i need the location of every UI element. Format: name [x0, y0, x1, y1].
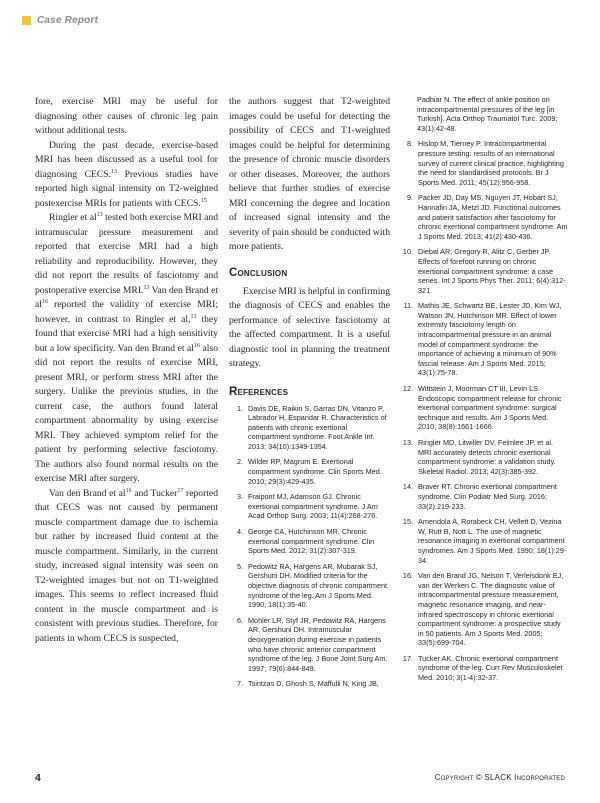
reference-continuation: Padhiar N. The effect of ankle position on intracompartmental pressures of the leg [in Turkish]. Acta Orthop Traumatol Turc. 2009; 43(1):42-48. [417, 95, 558, 133]
citation: 13 [190, 313, 197, 320]
citation: 13 [96, 211, 103, 218]
reference-item: 12. Wittstein J, Moorman CT III, Levin LS. Endoscopic compartment release for chronic exertional compartment syndrome: surgical technique and results. Am J Sports Med. 2010; 38(8):1661-1666. [402, 384, 562, 432]
section-marker-icon [22, 16, 31, 25]
section-label: Case Report [37, 14, 99, 26]
reference-item: 13. Ringler MD, Litwiller DV, Felmlee JP, et al. MRI accurately detects chronic exertional compartment syndrome: a validation study. Skeletal Radiol. 2013; 42(3):385-392. [402, 438, 556, 476]
citation: 15 [200, 197, 207, 204]
reference-item: 17. Tucker AK. Chronic exertional compartment syndrome of the leg. Curr Rev Musculoskelet Med. 2010; 3(1-4):32-37. [402, 653, 563, 683]
text-run: reported that CECS was not caused by permanent muscle compartment damage due to ischemia but rather by increased fluid content at the muscle compartment. Similarly, in the current study, increased signal intensity was seen on T2-weighted images but not on T1-weighted images. This seems to reflect increased fluid content in the muscle compartment and is consistent with previous studies. Therefore, for patients in whom CECS is suspected, [35, 487, 218, 644]
text-run: reported the validity of exercise MRI; however, in contrast to Ringler et al, [35, 299, 218, 325]
citation: 13 [143, 284, 150, 291]
text-run: During the past decade, exercise-based MRI has been discussed as a useful tool for diagnosing CECS. [35, 139, 218, 180]
text-run: they found that exercise MRI had a high sensitivity but a low specificity. Van den Brand et al [35, 313, 218, 354]
paragraph [35, 139, 218, 212]
reference-item: 4. George CA, Hutchinson MR. Chronic exertional compartment syndrome. Clin Sports Med. 2012; 31(2):307-319. [236, 527, 375, 556]
right-column [398, 95, 568, 689]
reference-item: 10. Diebal AR, Gregory R, Alitz C, Gerber JP. Effects of forefoot running on chronic exertional compartment syndrome: a case series. Int J Sports Phys Ther. 2011; 6(4):312-321. [402, 247, 566, 295]
citation: 16 [125, 487, 132, 494]
reference-item: 15. Amendola A, Rorabeck CH, Vellett D, Vezina W, Rutt B, Nott L. The use of magnetic resonance imaging in exertional compartment syndromes. Am J Sports Med. 1990; 18(1):29-34. [402, 517, 567, 565]
left-column [35, 95, 218, 646]
paragraph [35, 487, 218, 647]
page-number: 4 [35, 772, 41, 784]
reference-item: 8. Hislop M, Tierney P. Intracompartmental pressure testing: results of an international survey of current clinical practice, highlighting the need for standardised protocols. Br J Sports Med. 2011; 45(12):956-958. [406, 139, 564, 187]
middle-column [229, 95, 390, 695]
reference-item: 2. Wilder RP, Magrum E. Exertional compartment syndrome. Clin Sports Med. 2010; 29(3):429-435. [236, 457, 382, 486]
citation: 17 [177, 487, 184, 494]
text-run: Van den Brand et al [35, 284, 218, 310]
reference-item: 9. Packer JD, Day MS, Nguyen JT, Hobart SJ, Hannafin JA, Metzl JD. Functional outcomes and patient satisfaction after fasciotomy for chronic exertional compartment syndrome. Am J Sports Med. 2013; 41(2):430-436. [406, 193, 568, 241]
reference-list [229, 404, 390, 689]
text-run: also did not report the results of exercise MRI, present MRI, or perform stress MRI after the surgery. Unlike the previous studies, in the current case, the authors found lateral compartment abnormality by using exercise MRI. They achieved symptom relief for the patient by performing selective fasciotomy. The authors also found normal results on the exercise MRI after surgery. [35, 342, 218, 484]
citation: 16 [41, 298, 48, 305]
reference-item: 16. Van den Brand JG, Nelson T, Verleisdonk EJ, van der Werken C. The diagnostic value of intracompartmental pressure measurement, magnetic resonance imaging, and near-infrared spectroscopy in chronic exertional compartment syndrome: a prospective study in 50 patients. Am J Sports Med. 2005; 33(5):699-704. [402, 571, 564, 648]
reference-item: 1. Davis DE, Raikin S, Garras DN, Vitanzo P, Labrador H, Espandar R. Characteristics of patients with chronic exertional compartment syndrome. Foot Ankle Int. 2013; 34(10):1349-1354. [236, 403, 387, 451]
paragraph: the authors suggest that T2-weighted images could be useful for detecting the possibility of CECS and T1-weighted images could be helpful for determining the presence of chronic muscle disorders or other diseases. Moreover, the authors believe that further studies of exercise MRI concerning the degree and location of increased signal intensity and the severity of pain should be conducted with more patients. [229, 96, 390, 252]
text-run: Ringler et al [49, 212, 97, 223]
reference-item: 5. Pedowitz RA, Hargens AR, Mubarak SJ, Gershuni DH. Modified criteria for the objective diagnosis of chronic compartment syndrome of the leg. Am J Sports Med. 1990; 18(1):35-40. [236, 561, 388, 610]
paragraph [35, 211, 218, 487]
reference-item: 3. Fraipont MJ, Adamson GJ. Chronic exertional compartment syndrome. J Am Acad Orthop Surg. 2003; 11(4):268-276. [236, 492, 378, 521]
text-run: tested both exercise MRI and intramuscular pressure measurement and reported that exercise MRI had a high reliability and reproducibility. However, they did not report the results of fasciotomy and postoperative exercise MRI. [35, 212, 219, 296]
paragraph: fore, exercise MRI may be useful for diagnosing other causes of chronic leg pain without additional tests. [35, 96, 218, 136]
reference-item: 7. Tsintzas D, Ghosh S, Maffulli N, King JB, [236, 679, 379, 689]
conclusion-heading: Conclusion [229, 266, 288, 279]
text-run: Previous studies have reported high signal intensity on T2-weighted postexercise MRIs for patients with CECS. [35, 168, 218, 209]
reference-item: 6. Mohler LR, Styf JR, Pedowitz RA, Hargens AR, Gershuni DH. Intramuscular deoxygenation during exercise in patients who have chronic anterior compartment syndrome of the leg. J Bone Joint Surg Am. 1997; 79(6):844-849. [236, 615, 388, 673]
reference-item: 14. Braver RT. Chronic exertional compartment syndrome. Clin Podiatr Med Surg. 2016; 33(2):219-233. [402, 482, 557, 511]
text-run: and Tucker [131, 487, 178, 499]
paragraph: Exercise MRI is helpful in confirming the diagnosis of CECS and enables the performance of selective fasciotomy at the affected compartment. It is a useful diagnostic tool in planning the treatment strategy. [229, 285, 390, 369]
running-header [22, 13, 98, 27]
reference-list [398, 139, 568, 682]
text-run: Van den Brand et al [49, 487, 126, 499]
citation: 16 [193, 342, 200, 349]
references-heading: References [229, 385, 289, 398]
citation: 13 [111, 168, 118, 175]
reference-item: 11. Mathis JE, Schwartz BE, Lester JD, Kim WJ, Watson JN, Hutchinson MR. Effect of lower extremity fasciotomy length on intracompartmental pressure in an animal model of compartment syndrome: the importance of achieving a minimum of 90% fascial release. Am J Sports Med. 2015; 43(1):75-78. [403, 301, 562, 378]
copyright-notice: Copyright © SLACK Incorporated [434, 773, 565, 782]
